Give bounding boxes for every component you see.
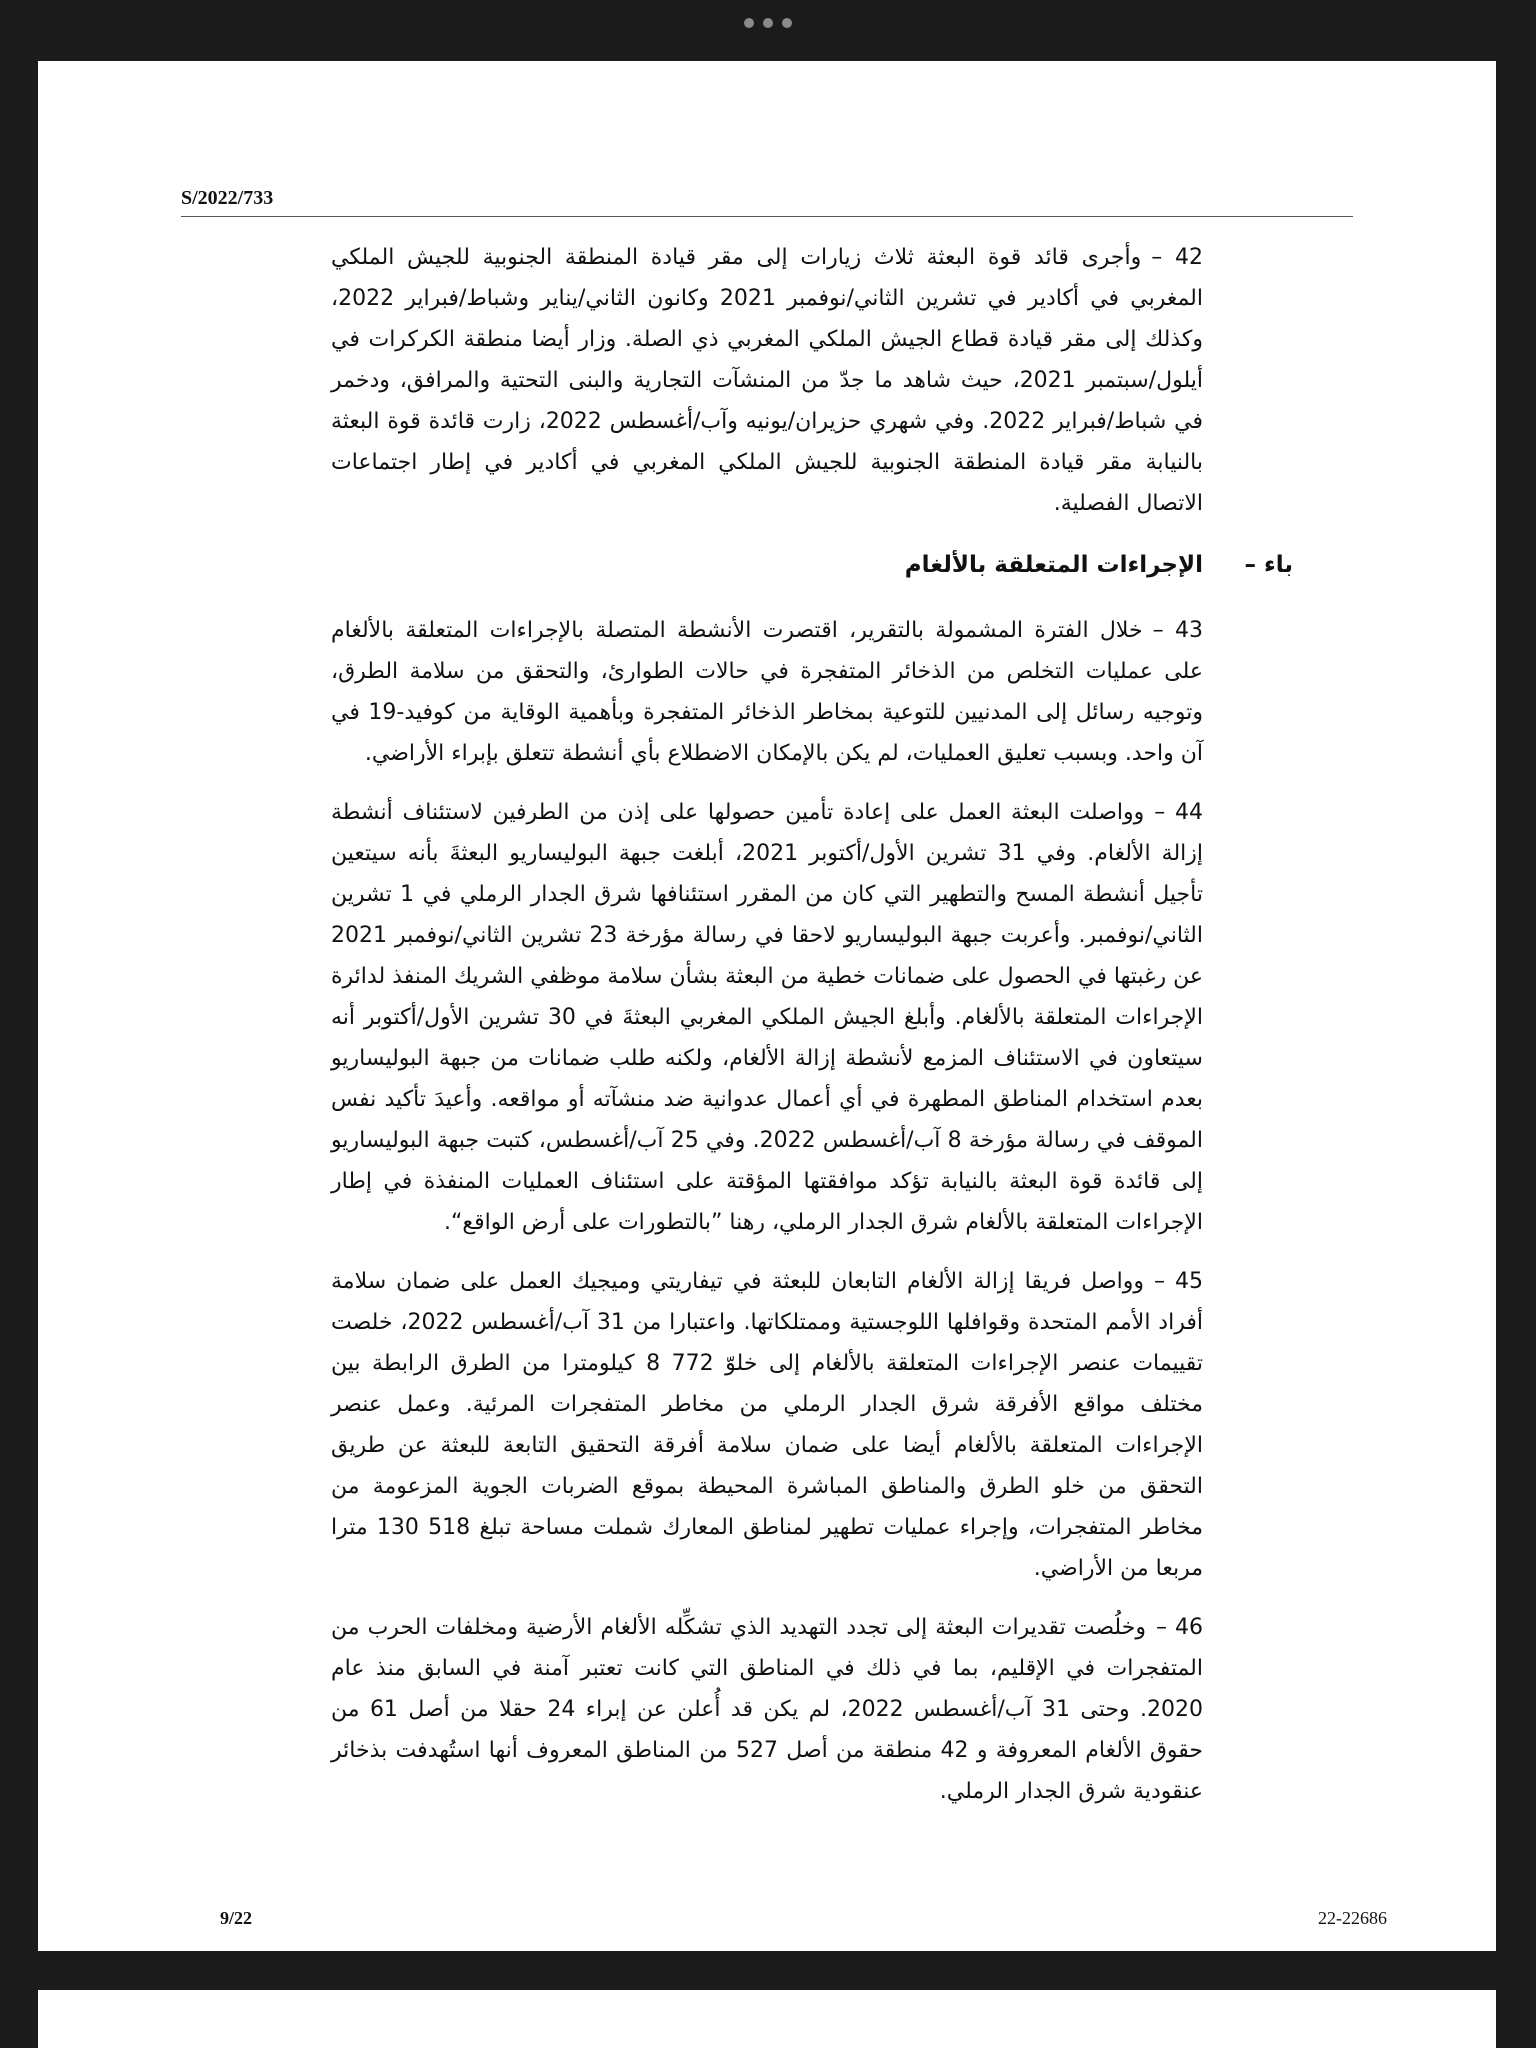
paragraph-number: 43 – (1152, 618, 1203, 643)
document-page (38, 61, 1496, 1951)
paragraph-text: وخلُصت تقديرات البعثة إلى تجدد التهديد الذي تشكِّله الألغام الأرضية ومخلفات الحرب من المتفجرات في الإقليم، بما في ذلك في المناطق التي كانت تعتبر آمنة في السابق منذ عام 2020. وحتى 31 آب/أغسطس 2022، لم يكن قد أُعلن عن إبراء 24 حقلا من أصل 61 من حقوق الألغام المعروفة و 42 منطقة من أصل 527 من المناطق المعروف أنها استُهدفت بذخائر عنقودية شرق الجدار الرملي. (331, 1615, 1204, 1804)
paragraph-46 (331, 1607, 1203, 1812)
paragraph-number: 42 – (1151, 245, 1204, 270)
next-page-preview[interactable] (38, 1990, 1496, 2048)
paragraph-number: 44 – (1154, 800, 1204, 825)
document-symbol: S/2022/733 (181, 187, 274, 209)
section-heading (331, 542, 1293, 592)
paragraph-43 (331, 610, 1203, 774)
handle-dot (782, 18, 792, 28)
paragraph-number: 45 – (1153, 1269, 1203, 1294)
page-number: 9/22 (220, 1908, 253, 1928)
handle-dot (763, 18, 773, 28)
header-divider (181, 216, 1353, 217)
paragraph-44 (331, 792, 1203, 1243)
paragraph-text: وواصلت البعثة العمل على إعادة تأمين حصولها على إذن من الطرفين لاستئناف أنشطة إزالة الألغام. وفي 31 تشرين الأول/أكتوبر 2021، أبلغت جبهة البوليساريو البعثةَ بأنه سيتعين تأجيل أنشطة المسح والتطهير التي كان من المقرر استئنافها شرق الجدار الرملي في 1 تشرين الثاني/نوفمبر. وأعربت جبهة البوليساريو لاحقا في رسالة مؤرخة 23 تشرين الثاني/نوفمبر 2021 عن رغبتها في الحصول على ضمانات خطية من البعثة بشأن سلامة موظفي الشريك المنفذ لدائرة الإجراءات المتعلقة بالألغام. وأبلغ الجيش الملكي المغربي البعثةَ في 30 تشرين الأول/أكتوبر أنه سيتعاون في الاستئناف المزمع لأنشطة إزالة الألغام، ولكنه طلب ضمانات من جبهة البوليساريو بعدم استخدام المناطق المطهرة في أي أعمال عدوانية ضد منشآته أو مواقعه. وأعيدَ تأكيد نفس الموقف في رسالة مؤرخة 8 آب/أغسطس 2022. وفي 25 آب/أغسطس، كتبت جبهة البوليساريو إلى قائدة قوة البعثة بالنيابة تؤكد موافقتها المؤقتة على استئناف العمليات المنفذة في إطار الإجراءات المتعلقة بالألغام شرق الجدار الرملي، رهنا ”بالتطورات على أرض الواقع“. (331, 800, 1203, 1235)
section-letter: باء – (1244, 552, 1293, 578)
handle-dot (744, 18, 754, 28)
section-title: الإجراءات المتعلقة بالألغام (904, 552, 1203, 578)
document-code: 22-22686 (1318, 1908, 1387, 1928)
paragraph-45 (331, 1261, 1203, 1589)
paragraph-text: وواصل فريقا إزالة الألغام التابعان للبعثة في تيفاريتي وميجيك العمل على ضمان سلامة أفراد الأمم المتحدة وقوافلها اللوجستية وممتلكاتها. واعتبارا من 31 آب/أغسطس 2022، خلصت تقييمات عنصر الإجراءات المتعلقة بالألغام إلى خلوّ 772 8 كيلومترا من الطرق الرابطة بين مختلف مواقع الأفرقة شرق الجدار الرملي من مخاطر المتفجرات المرئية. وعمل عنصر الإجراءات المتعلقة بالألغام أيضا على ضمان سلامة أفرقة التحقيق التابعة للبعثة عن طريق التحقق من خلو الطرق والمناطق المباشرة المحيطة بموقع الضربات الجوية المزعومة من مخاطر المتفجرات، وإجراء عمليات تطهير لمناطق المعارك شملت مساحة تبلغ 518 130 مترا مربعا من الأراضي. (331, 1269, 1203, 1581)
paragraph-number: 46 – (1155, 1615, 1203, 1640)
drag-handle-icon[interactable] (744, 16, 792, 30)
paragraph-42 (331, 237, 1203, 524)
paragraph-text: وأجرى قائد قوة البعثة ثلاث زيارات إلى مقر قيادة المنطقة الجنوبية للجيش الملكي المغربي في أكادير في تشرين الثاني/نوفمبر 2021 وكانون الثاني/يناير وشباط/فبراير 2022، وكذلك إلى مقر قيادة قطاع الجيش الملكي المغربي ذي الصلة. وزار أيضا منطقة الكركرات في أيلول/سبتمبر 2021، حيث شاهد ما جدّ من المنشآت التجارية والبنى التحتية والمرافق، ودخمر في شباط/فبراير 2022. وفي شهري حزيران/يونيه وآب/أغسطس 2022، زارت قائدة قوة البعثة بالنيابة مقر قيادة المنطقة الجنوبية للجيش الملكي المغربي في أكادير في إطار اجتماعات الاتصال الفصلية. (331, 245, 1204, 516)
document-body (331, 237, 1293, 1830)
paragraph-text: خلال الفترة المشمولة بالتقرير، اقتصرت الأنشطة المتصلة بالإجراءات المتعلقة بالألغام على عمليات التخلص من الذخائر المتفجرة في حالات الطوارئ، والتحقق من سلامة الطرق، وتوجيه رسائل إلى المدنيين للتوعية بمخاطر الذخائر المتفجرة وبأهمية الوقاية من كوفيد-19 في آن واحد. وبسبب تعليق العمليات، لم يكن بالإمكان الاضطلاع بأي أنشطة تتعلق بإبراء الأراضي. (331, 618, 1203, 766)
